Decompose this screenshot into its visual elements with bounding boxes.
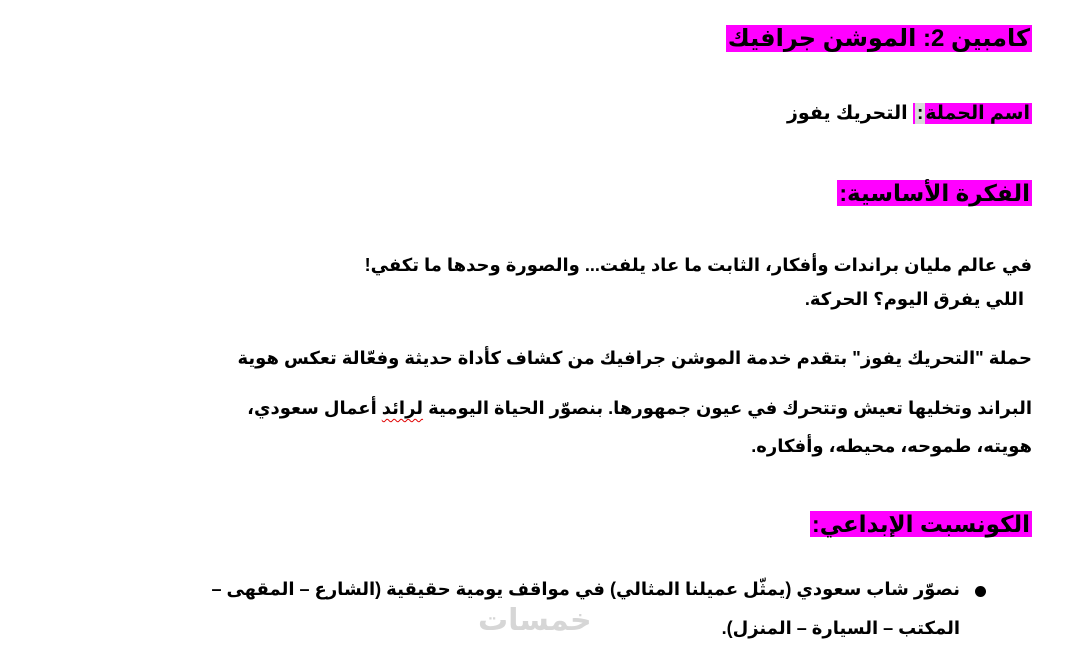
campaign-desc-line-3: هويته، طموحه، محيطه، وأفكاره. <box>751 436 1032 456</box>
spellcheck-word: لرائد <box>381 398 424 418</box>
core-idea-heading-text: الفكرة الأساسية: <box>839 180 1030 206</box>
watermark-logo: خمسات <box>478 603 592 638</box>
creative-concept-heading-text: الكونسبت الإبداعي: <box>812 511 1030 537</box>
core-idea-line-2: اللي يفرق اليوم؟ الحركة. <box>804 289 1024 309</box>
campaign-name-colon: : <box>916 103 924 124</box>
campaign-desc-line-1: حملة "التحريك يفوز" بتقدم خدمة الموشن جرافيك من كشاف كأداة حديثة وفعّالة تعكس هوية <box>237 348 1032 368</box>
bullet-item-line-2: المكتب – السيارة – المنزل). <box>721 618 960 638</box>
core-idea-heading <box>837 174 1032 212</box>
campaign-heading-text: كامبين 2: الموشن جرافيك <box>727 25 1030 52</box>
core-idea-line-1: في عالم مليان براندات وأفكار، الثابت ما عاد يلفت... والصورة وحدها ما تكفي! <box>364 255 1032 275</box>
bullet-icon <box>975 586 986 597</box>
campaign-heading <box>726 22 1032 56</box>
campaign-name-label: اسم الحملة: <box>913 103 1032 124</box>
campaign-desc-line-2: البراند وتخليها تعيش وتتحرك في عيون جمهورها. بنصوّر الحياة اليومية لرائد أعمال سعودي، <box>247 398 1032 418</box>
campaign-name-value: التحريك يفوز <box>786 103 913 124</box>
campaign-name-line <box>787 99 1032 129</box>
bullet-item-line-1: نصوّر شاب سعودي (يمثّل عميلنا المثالي) في مواقف يومية حقيقية (الشارع – المقهى – <box>211 579 960 599</box>
creative-concept-heading <box>810 505 1032 543</box>
